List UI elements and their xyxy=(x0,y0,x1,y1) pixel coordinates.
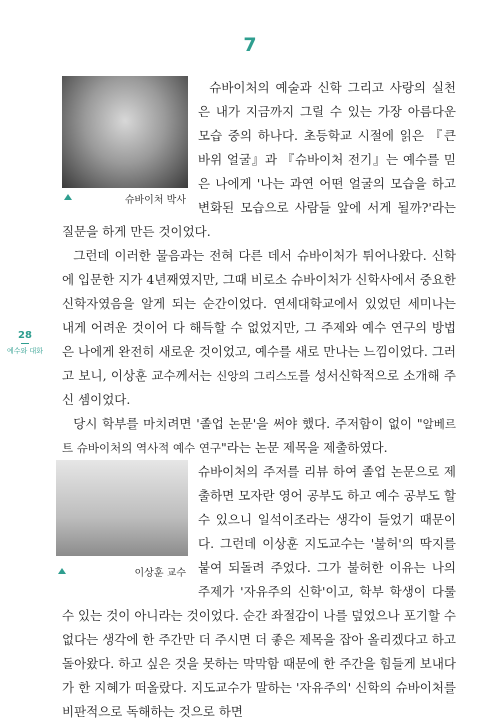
highlight-text: 신앙의 그리스도 xyxy=(216,369,299,383)
figure-professor xyxy=(56,460,188,598)
book-title: 예수와 대화 xyxy=(6,347,44,355)
highlight-text: 알베르트 슈바이처의 역사적 예수 연구 xyxy=(62,417,456,455)
photo-schweitzer xyxy=(62,76,188,188)
paragraph: 슈바이처의 예술과 신학 그리고 사랑의 실천은 내가 지금까지 그릴 수 있는 가장 아름다운 모습 중의 하나다. 초등학교 시절에 읽은 『큰 바위 얼굴』과 『슈바이처 전기』는 예수를 믿은 나에게 '나는 과연 어떤 얼굴의 모습을 하고 변화된 모습으로 사람들 앞에 서게 될까?'라는 질문을 하게 만든 것이었다. xyxy=(62,80,456,239)
paragraph: 당시 학부를 마치려면 '졸업 논문'을 써야 했다. 주저함이 없이 "알베르트 슈바이처의 역사적 예수 연구"라는 논문 제목을 제출하였다. 이상훈 교수 슈바이처의 주저를 리뷰 하여 졸업 논문으로 제출하면 모자란 영어 공부도 하고 예수 공부도 할 수 있으니 일석이조라는 생각이 들었기 때문이다. 그런데 이상훈 지도교수는 '불허'의 딱지를 붙여 되돌려 주었다. 그가 불허한 이유는 나의 주제가 '자유주의 신학'이고, 학부 학생이 다룰 수 있는 것이 아니라는 것이었다. 순간 좌절감이 나를 덮었으나 포기할 수 없다는 생각에 한 주간만 더 주시면 더 좋은 제목을 잡아 올리겠다고 하고 돌아왔다. 하고 싶은 것을 못하는 막막함 때문에 한 주간을 힘들게 보내다가 한 지혜가 떠올랐다. 지도교수가 말하는 '자유주의' 신학의 슈바이처를 비판적으로 독해하는 것으로 하면 xyxy=(62,412,456,724)
figure-caption: 이상훈 교수 xyxy=(134,568,186,579)
sidebar-divider xyxy=(21,343,29,344)
figure-caption: 슈바이처 박사 xyxy=(124,195,186,206)
photo-professor xyxy=(56,460,188,556)
page-number: 28 xyxy=(18,330,32,341)
body-text xyxy=(62,76,456,724)
page-sidebar xyxy=(6,330,44,356)
caption-marker-icon xyxy=(64,194,72,200)
caption-marker-icon xyxy=(58,568,66,574)
figure-schweitzer xyxy=(62,76,188,216)
paragraph: 그런데 이러한 물음과는 전혀 다른 데서 슈바이처가 튀어나왔다. 신학에 입문한 지가 4년째였지만, 그때 비로소 슈바이처가 신학사에서 중요한 신학자였음을 알게 되는 순간이었다. 연세대학교에서 있었던 세미나는 내게 어려운 것이어 다 해득할 수 없었지만, 그 주제와 예수 연구의 방법은 나에게 완전히 새로운 것이었고, 예수를 새로 만나는 느낌이었다. 그러고 보니, 이상훈 교수께서는 신앙의 그리스도를 성서신학적으로 소개해 주신 셈이었다. xyxy=(62,248,456,407)
chapter-number: 7 xyxy=(243,34,257,56)
